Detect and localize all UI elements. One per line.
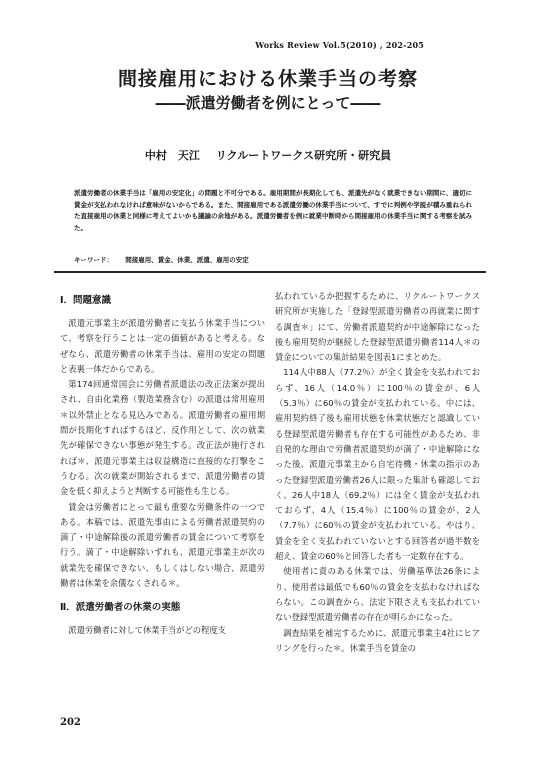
author-name: 中村 天江 — [144, 149, 200, 162]
body-paragraph: 払われているか把握するために、リクルートワークス研究所が実施した「登録型派遣労働者の再就業に関する調査＊」にて、労働者派遣契約が中途解除になった後も雇用契約が継続した登録型派遣労働者114人＊の賃金についての集計結果を図表1にまとめた。 — [275, 291, 480, 363]
body-paragraph: 派遣労働者に対して休業手当がどの程度支 — [68, 625, 226, 636]
body-paragraph: 第174回通常国会に労働者派遣法の改正法案が提出され、自由化業務（製造業務含む）の派遣は常用雇用＊以外禁止となる見込みである。派遣労働者の雇用期間が長期化すればするほど、反作用として、次の就業先が確保できない事態が発生する。改正法が施行されれば＊、派遣元事業主は収益構造に直接的な打撃をこうむる。次の就業が開始されるまで、派遣労働者の賃金を低く抑えようと判断する可能性も生じる。 — [60, 379, 265, 497]
left-column — [60, 289, 265, 639]
keywords — [74, 255, 474, 264]
keywords-items: 間接雇用、賃金、休業、派遣、雇用の安定 — [125, 256, 249, 264]
section-divider — [54, 271, 486, 273]
article-title: 間接雇用における休業手当の考察 — [117, 68, 418, 90]
journal-header: Works Review Vol.5(2010) , 202-205 — [255, 40, 424, 50]
body-paragraph: 派遣元事業主が派遣労働者に支払う休業手当について、考察を行うことは一定の価値があると考える。なぜなら、派遣労働者の休業手当は、雇用の安定の問題と表裏一体だからである。 — [60, 318, 265, 374]
right-column — [275, 289, 480, 656]
article-subtitle: ――派遣労働者を例にとって―― — [155, 94, 381, 112]
section-heading-2: Ⅱ．派遣労働者の休業の実態 — [60, 602, 181, 614]
body-paragraph: 調査結果を補完するために、派遣元事業主4社にヒアリングを行った＊。休業手当を賃金の — [275, 627, 480, 653]
section-heading-1: Ⅰ．問題意識 — [60, 295, 112, 306]
author-affiliation: リクルートワークス研究所・研究員 — [215, 149, 392, 162]
abstract: 派遣労働者の休業手当は「雇用の安定化」の問題と不可分である。雇用期間が長期化しても、派遣先がなく就業できない期間に、適切に賃金が支払われなければ意味がないからである。また、間接雇用である派遣労働の休業手当について、すでに判例や学説が積み重ねられた直接雇用の休業と同様に考えてよいかも議論の余地がある。派遣労働者を例に就業中断時から間接雇用の休業手当に関する考察を試みた。 — [74, 189, 472, 232]
author-line — [0, 147, 536, 163]
body-paragraph: 使用者に責のある休業では、労働基準法26条により、使用者は最低でも60％の賃金を支払わなければならない。この調査から、法定下限さえも支払われていない登録型派遣労働者の存在が明らかになった。 — [275, 566, 480, 623]
body-paragraph: 賃金は労働者にとって最も重要な労働条件の一つである。本稿では、派遣先事由による労働者派遣契約の満了・中途解除後の派遣労働者の賃金について考察を行う。満了・中途解除いずれも、派遣元事業主が次の就業先を確保できない、もしくはしない場合、派遣労働者は休業を余儀なくされる＊。 — [60, 501, 265, 589]
keywords-label: キーワード： — [74, 256, 113, 264]
page-number: 202 — [60, 717, 81, 728]
body-paragraph: 114人中88人（77.2％）が全く賃金を支払われておらず、16人（14.0％）に100％の賃金が、6人（5.3％）に60％の賃金が支払われている。中には、雇用契約終了後も雇用状態を休業状態だと認識している登録型派遣労働者も存在する可能性があるため、非自発的な理由で労働者派遣契約が満了・中途解除になった後、派遣元事業主から自宅待機・休業の指示のあった登録型派遣労働者26人に限った集計も確認しておく。26人中18人（69.2％）には全く賃金が支払われておらず、4人（15.4％）に100％の賃金が、2人（7.7％）に60％の賃金が支払われている。やはり、賃金を全く支払われていないとする回答者が過半数を超え、賃金の60％と回答した者も一定数存在する。 — [275, 367, 480, 562]
